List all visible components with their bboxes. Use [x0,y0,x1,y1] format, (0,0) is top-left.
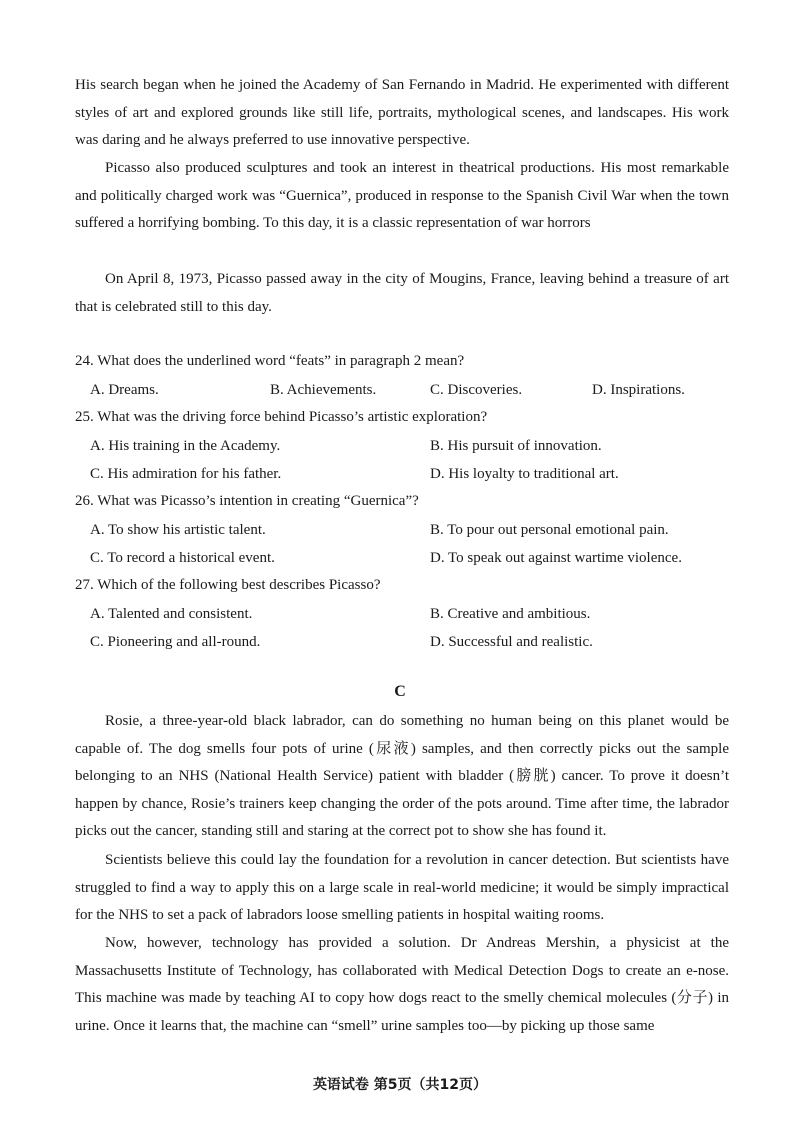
question-25-option-a: A. His training in the Academy. [90,438,281,454]
question-26-option-a: A. To show his artistic talent. [90,522,266,538]
question-27-stem: 27. Which of the following best describes Picasso? [75,577,381,593]
question-27-option-b: B. Creative and ambitious. [430,606,591,622]
passage-b-paragraph-1: His search began when he joined the Academy of San Fernando in Madrid. He experimented with different styles of art and explored grounds like still life, portraits, mythological scenes, and landscapes. His work was daring and he always preferred to use innovative perspective. [75,77,729,149]
question-24-option-b: B. Achievements. [270,382,377,398]
question-26-option-c: C. To record a historical event. [90,550,275,566]
question-25-stem: 25. What was the driving force behind Picasso’s artistic exploration? [75,409,488,425]
section-c-heading: C [394,683,406,700]
section-c-paragraph-1: Rosie, a three-year-old black labrador, can do something no human being on this planet would be capable of. The dog smells four pots of urine (尿液) samples, and then correctly picks out the sample belonging to an NHS (National Health Service) patient with bladder (膀胱) cancer. To prove it doesn’t happen by chance, Rosie’s trainers keep changing the order of the pots around. Time after time, the labrador picks out the cancer, standing still and staring at the correct pot to show she has found it. [75,713,729,840]
question-24-stem: 24. What does the underlined word “feats” in paragraph 2 mean? [75,353,465,369]
question-27-option-a: A. Talented and consistent. [90,606,253,622]
page-footer: 英语试卷 第5页（共12页） [312,1077,488,1093]
question-25-option-b: B. His pursuit of innovation. [430,438,602,454]
question-24-option-a: A. Dreams. [90,382,159,398]
question-27-option-c: C. Pioneering and all-round. [90,634,261,650]
passage-b-paragraph-2: Picasso also produced sculptures and took an interest in theatrical productions. His most remarkable and politically charged work was “Guernica”, produced in response to the Spanish Civil War when the town suffered a horrifying bombing. To this day, it is a classic representation of war horrors [75,160,729,232]
question-24-option-c: C. Discoveries. [430,382,523,398]
question-26-stem: 26. What was Picasso’s intention in creating “Guernica”? [75,493,419,509]
question-26-option-b: B. To pour out personal emotional pain. [430,522,669,538]
passage-b-paragraph-3: On April 8, 1973, Picasso passed away in the city of Mougins, France, leaving behind a treasure of art that is celebrated still to this day. [75,271,729,315]
question-25-option-d: D. His loyalty to traditional art. [430,466,619,482]
question-27-option-d: D. Successful and realistic. [430,634,593,650]
question-26-option-d: D. To speak out against wartime violence. [430,550,682,566]
section-c-paragraph-2: Scientists believe this could lay the foundation for a revolution in cancer detection. But scientists have struggled to find a way to apply this on a large scale in real-world medicine; it would be simply impractical for the NHS to set a pack of labradors loose smelling patients in hospital waiting rooms. [75,852,729,924]
question-25-option-c: C. His admiration for his father. [90,466,282,482]
question-24-option-d: D. Inspirations. [592,382,685,398]
section-c-paragraph-3: Now, however, technology has provided a solution. Dr Andreas Mershin, a physicist at the Massachusetts Institute of Technology, has collaborated with Medical Detection Dogs to create an e-nose. This machine was made by teaching AI to copy how dogs react to the smelly chemical molecules (分子) in urine. Once it learns that, the machine can “smell” urine samples too—by picking up those same [75,935,729,1034]
